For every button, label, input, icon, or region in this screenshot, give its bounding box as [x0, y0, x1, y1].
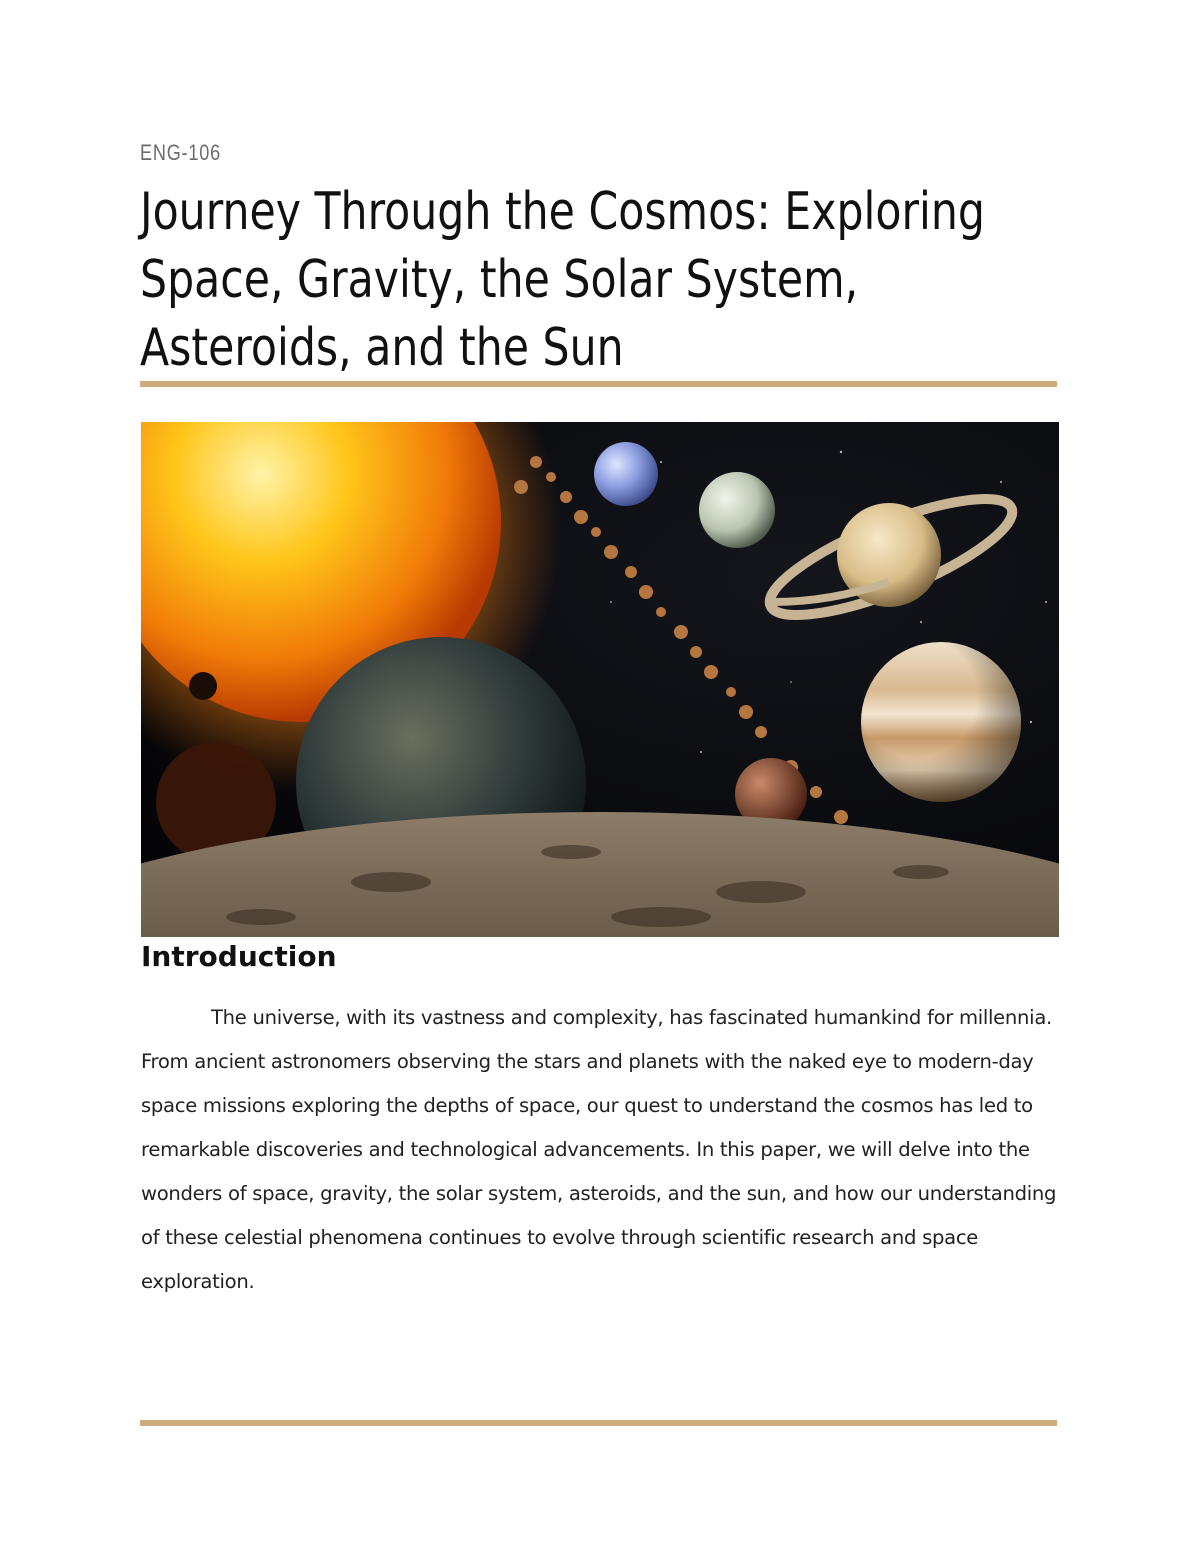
section-heading: Introduction — [141, 940, 337, 973]
intro-paragraph: The universe, with its vastness and complexity, has fascinated humankind for millennia. From ancient astronomers observing the stars and planets with the naked eye to modern-day space missions exploring the depths of space, our quest to understand the cosmos has led to remarkable discoveries and technological advancements. In this paper, we will delve into the wonders of space, gravity, the solar system, asteroids, and the sun, and how our understanding of these celestial phenomena continues to evolve through scientific research and space exploration. — [141, 1006, 1057, 1293]
solar-system-illustration-icon — [141, 422, 1059, 937]
page-title: Journey Through the Cosmos: Exploring Space, Gravity, the Solar System, Asteroids, and the Sun — [140, 182, 985, 378]
footer-divider — [140, 1420, 1057, 1426]
course-code: ENG-106 — [140, 140, 221, 165]
hero-image — [141, 422, 1059, 937]
title-divider — [140, 381, 1057, 387]
